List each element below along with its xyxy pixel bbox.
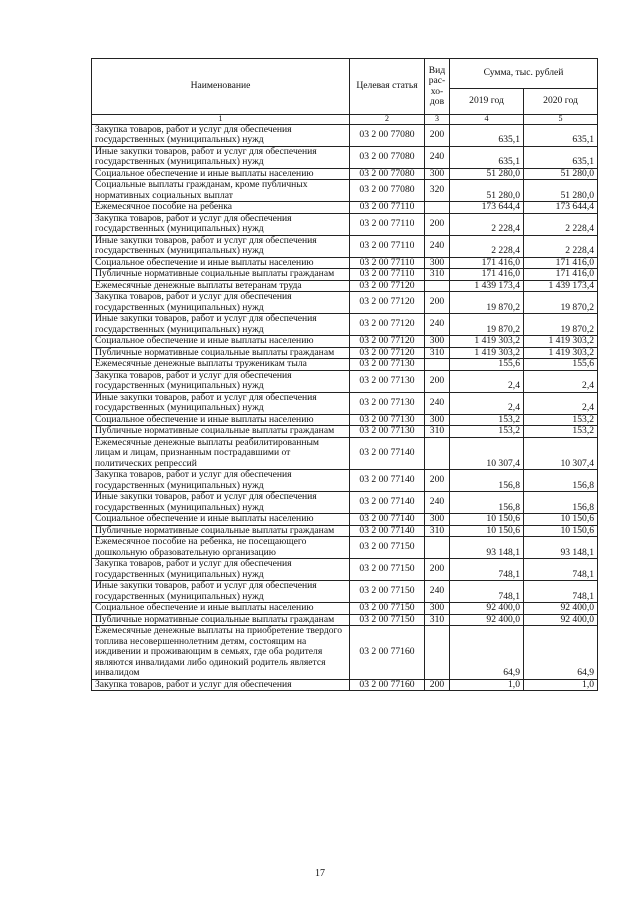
row-expense-kind: 310	[425, 614, 450, 626]
header-expense-kind: Вид рас-хо-дов	[425, 59, 450, 115]
row-target-code: 03 2 00 77080	[350, 146, 425, 168]
row-expense-kind	[425, 437, 450, 470]
row-sum-2019: 1 439 173,4	[450, 280, 524, 292]
budget-table	[91, 58, 598, 691]
row-sum-2020: 51 280,0	[524, 168, 598, 180]
row-target-code: 03 2 00 77140	[350, 514, 425, 526]
row-expense-kind: 300	[425, 336, 450, 348]
row-expense-kind: 200	[425, 679, 450, 691]
table-row	[92, 426, 598, 438]
row-sum-2019: 153,2	[450, 426, 524, 438]
row-name: Социальное обеспечение и иные выплаты населению	[92, 603, 350, 615]
row-name: Публичные нормативные социальные выплаты гражданам	[92, 269, 350, 281]
row-sum-2019: 51 280,0	[450, 168, 524, 180]
row-target-code: 03 2 00 77120	[350, 347, 425, 359]
row-target-code: 03 2 00 77140	[350, 470, 425, 492]
row-expense-kind: 200	[425, 124, 450, 146]
row-target-code: 03 2 00 77120	[350, 314, 425, 336]
row-sum-2020: 2,4	[524, 370, 598, 392]
column-number: 4	[450, 115, 524, 125]
table-row	[92, 269, 598, 281]
row-name: Иные закупки товаров, работ и услуг для обеспечения государственных (муниципальных) нужд	[92, 492, 350, 514]
table-row	[92, 370, 598, 392]
table-row	[92, 280, 598, 292]
row-expense-kind: 310	[425, 426, 450, 438]
budget-table-sheet	[91, 58, 597, 691]
row-name: Социальные выплаты гражданам, кроме публичных нормативных социальных выплат	[92, 180, 350, 202]
row-sum-2019: 19 870,2	[450, 314, 524, 336]
row-target-code: 03 2 00 77160	[350, 626, 425, 680]
row-expense-kind	[425, 202, 450, 214]
row-name: Ежемесячное пособие на ребенка, не посещающего дошкольную образовательную организацию	[92, 537, 350, 559]
row-target-code: 03 2 00 77140	[350, 525, 425, 537]
row-sum-2020: 19 870,2	[524, 314, 598, 336]
row-sum-2019: 10 307,4	[450, 437, 524, 470]
row-target-code: 03 2 00 77130	[350, 426, 425, 438]
table-row	[92, 314, 598, 336]
table-row	[92, 124, 598, 146]
row-name: Закупка товаров, работ и услуг для обеспечения государственных (муниципальных) нужд	[92, 124, 350, 146]
row-sum-2020: 171 416,0	[524, 257, 598, 269]
row-sum-2019: 64,9	[450, 626, 524, 680]
row-sum-2020: 748,1	[524, 581, 598, 603]
row-name: Закупка товаров, работ и услуг для обеспечения государственных (муниципальных) нужд	[92, 292, 350, 314]
row-sum-2020: 2,4	[524, 392, 598, 414]
table-row	[92, 514, 598, 526]
row-sum-2019: 155,6	[450, 359, 524, 371]
table-row	[92, 146, 598, 168]
row-expense-kind: 200	[425, 370, 450, 392]
row-expense-kind: 240	[425, 235, 450, 257]
row-sum-2020: 10 307,4	[524, 437, 598, 470]
row-sum-2020: 153,2	[524, 414, 598, 426]
row-sum-2019: 10 150,6	[450, 514, 524, 526]
row-sum-2020: 635,1	[524, 124, 598, 146]
row-target-code: 03 2 00 77150	[350, 581, 425, 603]
header-year-2020: 2020 год	[524, 89, 598, 115]
row-name: Социальное обеспечение и иные выплаты населению	[92, 257, 350, 269]
row-sum-2019: 156,8	[450, 492, 524, 514]
row-sum-2019: 748,1	[450, 581, 524, 603]
table-row	[92, 679, 598, 691]
row-expense-kind	[425, 537, 450, 559]
row-expense-kind: 240	[425, 492, 450, 514]
row-sum-2019: 19 870,2	[450, 292, 524, 314]
row-name: Публичные нормативные социальные выплаты гражданам	[92, 614, 350, 626]
table-row	[92, 603, 598, 615]
row-sum-2020: 748,1	[524, 559, 598, 581]
row-expense-kind: 240	[425, 146, 450, 168]
row-target-code: 03 2 00 77120	[350, 292, 425, 314]
table-row	[92, 257, 598, 269]
row-sum-2020: 10 150,6	[524, 514, 598, 526]
row-sum-2020: 1 419 303,2	[524, 347, 598, 359]
row-name: Ежемесячные денежные выплаты ветеранам труда	[92, 280, 350, 292]
table-row	[92, 626, 598, 680]
row-sum-2019: 1,0	[450, 679, 524, 691]
row-sum-2020: 10 150,6	[524, 525, 598, 537]
row-expense-kind: 310	[425, 525, 450, 537]
row-name: Закупка товаров, работ и услуг для обеспечения	[92, 679, 350, 691]
row-expense-kind: 300	[425, 414, 450, 426]
row-expense-kind: 200	[425, 559, 450, 581]
row-expense-kind: 300	[425, 603, 450, 615]
column-number: 1	[92, 115, 350, 125]
row-name: Публичные нормативные социальные выплаты гражданам	[92, 426, 350, 438]
table-row	[92, 537, 598, 559]
table-row	[92, 180, 598, 202]
table-row	[92, 559, 598, 581]
row-sum-2020: 156,8	[524, 492, 598, 514]
column-number: 3	[425, 115, 450, 125]
table-row	[92, 336, 598, 348]
row-target-code: 03 2 00 77120	[350, 336, 425, 348]
row-sum-2020: 64,9	[524, 626, 598, 680]
row-name: Публичные нормативные социальные выплаты гражданам	[92, 525, 350, 537]
header-target-article: Целевая статья	[350, 59, 425, 115]
row-name: Социальное обеспечение и иные выплаты населению	[92, 336, 350, 348]
row-target-code: 03 2 00 77140	[350, 437, 425, 470]
row-sum-2019: 748,1	[450, 559, 524, 581]
row-sum-2019: 51 280,0	[450, 180, 524, 202]
row-sum-2020: 1,0	[524, 679, 598, 691]
table-row	[92, 414, 598, 426]
table-row	[92, 359, 598, 371]
row-sum-2020: 19 870,2	[524, 292, 598, 314]
row-expense-kind: 300	[425, 514, 450, 526]
row-sum-2020: 93 148,1	[524, 537, 598, 559]
row-name: Закупка товаров, работ и услуг для обеспечения государственных (муниципальных) нужд	[92, 370, 350, 392]
row-sum-2020: 1 439 173,4	[524, 280, 598, 292]
row-sum-2020: 1 419 303,2	[524, 336, 598, 348]
row-target-code: 03 2 00 77130	[350, 370, 425, 392]
row-sum-2019: 1 419 303,2	[450, 336, 524, 348]
row-sum-2020: 2 228,4	[524, 213, 598, 235]
column-number: 5	[524, 115, 598, 125]
row-sum-2020: 635,1	[524, 146, 598, 168]
row-expense-kind	[425, 280, 450, 292]
row-sum-2019: 92 400,0	[450, 614, 524, 626]
row-sum-2019: 156,8	[450, 470, 524, 492]
row-sum-2020: 92 400,0	[524, 614, 598, 626]
row-target-code: 03 2 00 77160	[350, 679, 425, 691]
row-name: Иные закупки товаров, работ и услуг для обеспечения государственных (муниципальных) нужд	[92, 581, 350, 603]
row-name: Иные закупки товаров, работ и услуг для обеспечения государственных (муниципальных) нужд	[92, 314, 350, 336]
row-target-code: 03 2 00 77150	[350, 559, 425, 581]
table-row	[92, 213, 598, 235]
row-name: Социальное обеспечение и иные выплаты населению	[92, 514, 350, 526]
table-row	[92, 581, 598, 603]
header-year-2019: 2019 год	[450, 89, 524, 115]
header-sum: Сумма, тыс. рублей	[450, 59, 598, 89]
row-name: Закупка товаров, работ и услуг для обеспечения государственных (муниципальных) нужд	[92, 470, 350, 492]
row-name: Социальное обеспечение и иные выплаты населению	[92, 168, 350, 180]
table-row	[92, 347, 598, 359]
row-target-code: 03 2 00 77140	[350, 492, 425, 514]
row-sum-2019: 93 148,1	[450, 537, 524, 559]
row-sum-2020: 155,6	[524, 359, 598, 371]
row-name: Ежемесячные денежные выплаты труженикам тыла	[92, 359, 350, 371]
row-sum-2019: 635,1	[450, 124, 524, 146]
row-expense-kind: 310	[425, 269, 450, 281]
table-row	[92, 525, 598, 537]
row-expense-kind	[425, 359, 450, 371]
row-expense-kind: 300	[425, 168, 450, 180]
row-expense-kind: 200	[425, 292, 450, 314]
row-sum-2020: 156,8	[524, 470, 598, 492]
row-expense-kind: 200	[425, 213, 450, 235]
row-target-code: 03 2 00 77110	[350, 269, 425, 281]
table-row	[92, 470, 598, 492]
row-target-code: 03 2 00 77110	[350, 202, 425, 214]
row-expense-kind: 240	[425, 314, 450, 336]
row-target-code: 03 2 00 77080	[350, 180, 425, 202]
row-target-code: 03 2 00 77130	[350, 359, 425, 371]
row-expense-kind: 300	[425, 257, 450, 269]
table-row	[92, 392, 598, 414]
table-row	[92, 202, 598, 214]
row-name: Ежемесячные денежные выплаты реабилитированным лицам и лицам, признанным пострадавшими от политических репрессий	[92, 437, 350, 470]
row-name: Закупка товаров, работ и услуг для обеспечения государственных (муниципальных) нужд	[92, 559, 350, 581]
row-name: Социальное обеспечение и иные выплаты населению	[92, 414, 350, 426]
row-name: Ежемесячное пособие на ребенка	[92, 202, 350, 214]
row-name: Иные закупки товаров, работ и услуг для обеспечения государственных (муниципальных) нужд	[92, 146, 350, 168]
row-sum-2019: 171 416,0	[450, 257, 524, 269]
row-sum-2019: 10 150,6	[450, 525, 524, 537]
row-target-code: 03 2 00 77150	[350, 614, 425, 626]
row-sum-2019: 92 400,0	[450, 603, 524, 615]
row-sum-2019: 171 416,0	[450, 269, 524, 281]
row-sum-2019: 2,4	[450, 392, 524, 414]
row-sum-2019: 1 419 303,2	[450, 347, 524, 359]
row-target-code: 03 2 00 77150	[350, 537, 425, 559]
row-expense-kind: 240	[425, 392, 450, 414]
row-sum-2020: 51 280,0	[524, 180, 598, 202]
table-header	[92, 59, 598, 125]
row-target-code: 03 2 00 77080	[350, 168, 425, 180]
row-target-code: 03 2 00 77110	[350, 235, 425, 257]
row-target-code: 03 2 00 77130	[350, 392, 425, 414]
row-expense-kind: 200	[425, 470, 450, 492]
row-name: Иные закупки товаров, работ и услуг для обеспечения государственных (муниципальных) нужд	[92, 235, 350, 257]
row-name: Публичные нормативные социальные выплаты гражданам	[92, 347, 350, 359]
table-row	[92, 292, 598, 314]
header-name: Наименование	[92, 59, 350, 115]
row-expense-kind	[425, 626, 450, 680]
row-target-code: 03 2 00 77080	[350, 124, 425, 146]
column-number: 2	[350, 115, 425, 125]
row-sum-2020: 2 228,4	[524, 235, 598, 257]
row-sum-2019: 153,2	[450, 414, 524, 426]
row-expense-kind: 240	[425, 581, 450, 603]
column-numbers-row	[92, 115, 598, 125]
row-sum-2020: 171 416,0	[524, 269, 598, 281]
page-number: 17	[315, 868, 325, 879]
table-row	[92, 437, 598, 470]
row-sum-2020: 92 400,0	[524, 603, 598, 615]
row-target-code: 03 2 00 77130	[350, 414, 425, 426]
table-row	[92, 614, 598, 626]
row-target-code: 03 2 00 77150	[350, 603, 425, 615]
row-sum-2019: 2 228,4	[450, 213, 524, 235]
row-name: Закупка товаров, работ и услуг для обеспечения государственных (муниципальных) нужд	[92, 213, 350, 235]
row-sum-2020: 153,2	[524, 426, 598, 438]
table-row	[92, 235, 598, 257]
row-sum-2019: 2 228,4	[450, 235, 524, 257]
row-sum-2020: 173 644,4	[524, 202, 598, 214]
row-target-code: 03 2 00 77120	[350, 280, 425, 292]
row-name: Иные закупки товаров, работ и услуг для обеспечения государственных (муниципальных) нужд	[92, 392, 350, 414]
table-row	[92, 168, 598, 180]
table-row	[92, 492, 598, 514]
row-expense-kind: 310	[425, 347, 450, 359]
row-target-code: 03 2 00 77110	[350, 257, 425, 269]
row-sum-2019: 2,4	[450, 370, 524, 392]
row-sum-2019: 173 644,4	[450, 202, 524, 214]
row-name: Ежемесячные денежные выплаты на приобретение твердого топлива несовершеннолетним детям, состоящим на иждивении и проживающим в семьях, где оба родителя являются инвалидами либо одинокий родитель является инвалидом	[92, 626, 350, 680]
table-body	[92, 124, 598, 691]
row-sum-2019: 635,1	[450, 146, 524, 168]
row-target-code: 03 2 00 77110	[350, 213, 425, 235]
row-expense-kind: 320	[425, 180, 450, 202]
